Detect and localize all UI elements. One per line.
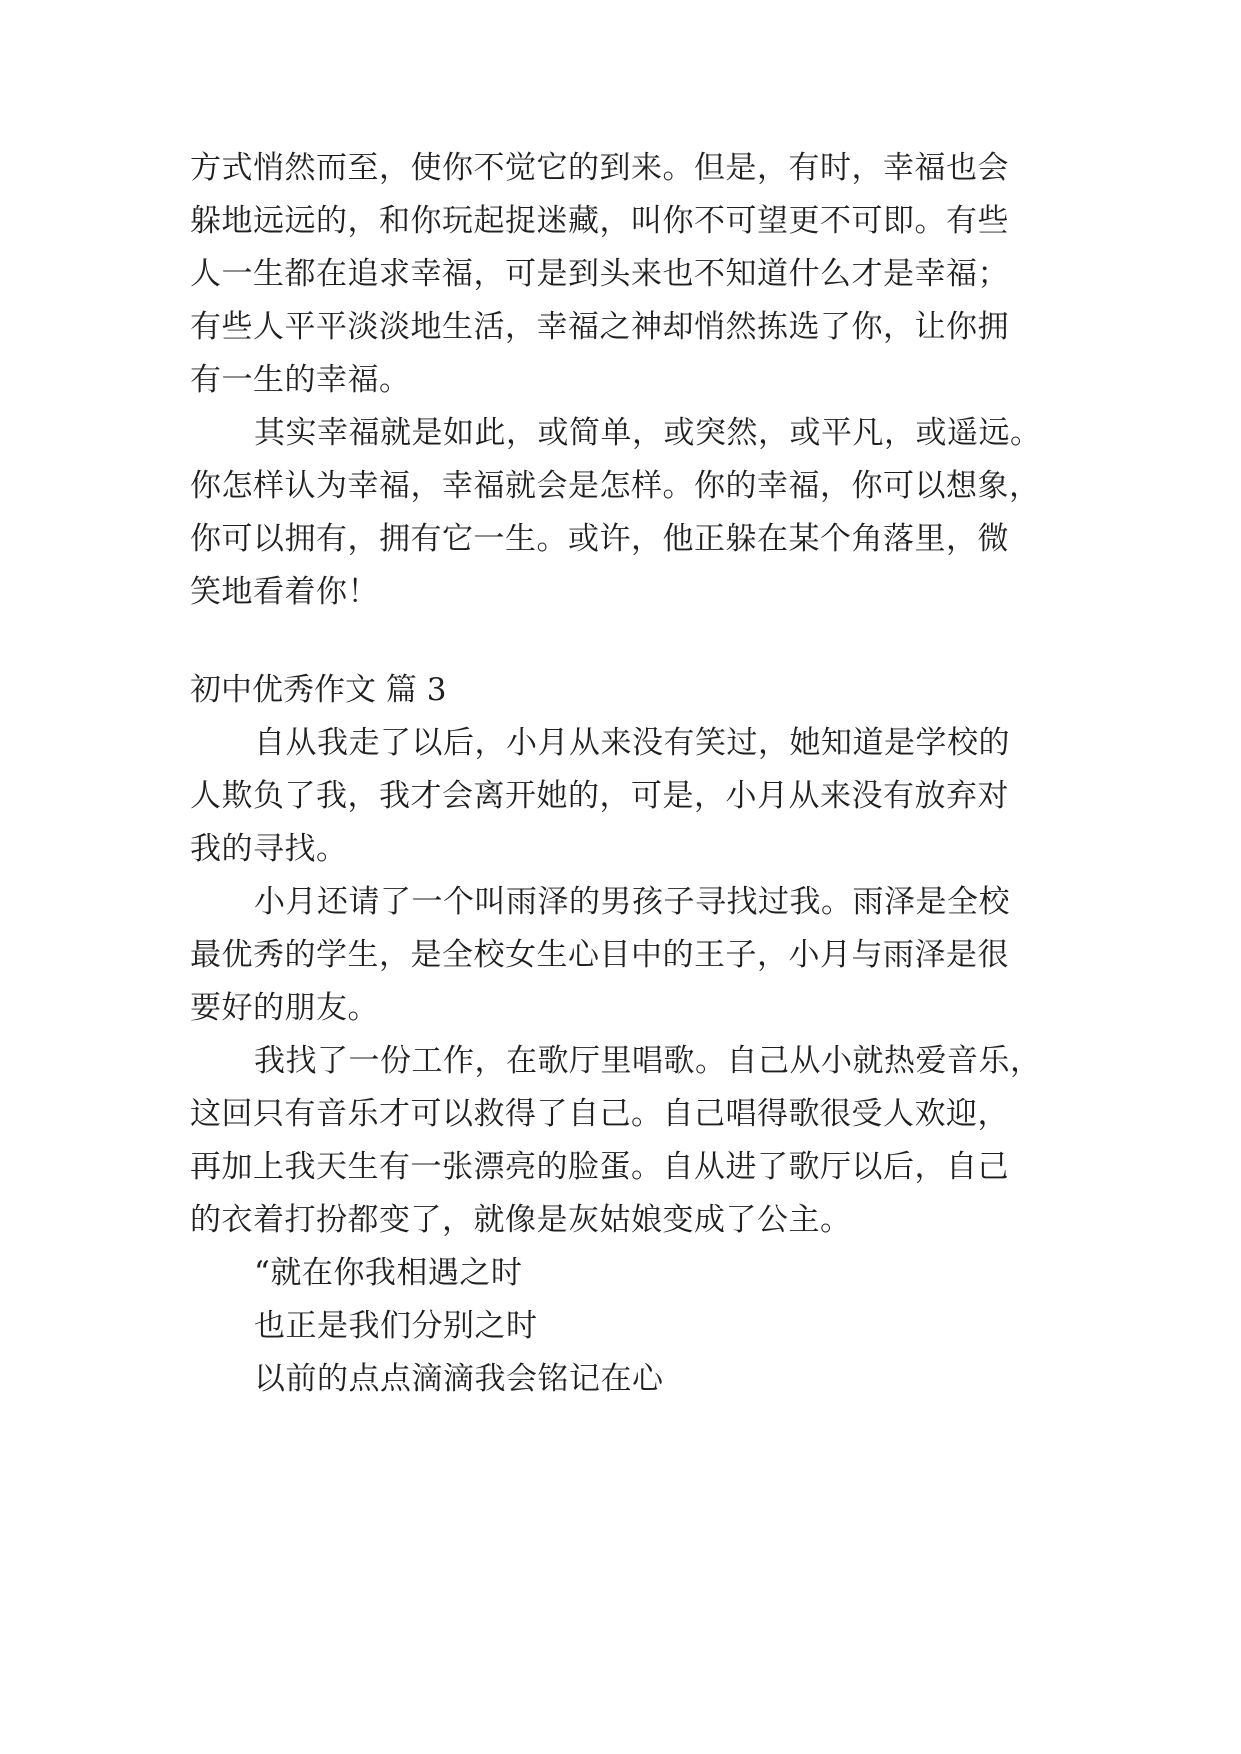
paragraph-line: 有一生的幸福。 (190, 362, 411, 398)
verse-line: 也正是我们分别之时 (254, 1308, 538, 1344)
paragraph-line: 我找了一份工作，在歌厅里唱歌。自己从小就热爱音乐， (254, 1043, 1042, 1079)
paragraph-line: 躲地远远的，和你玩起捉迷藏，叫你不可望更不可即。有些 (190, 203, 1009, 239)
paragraph-line: 自从我走了以后，小月从来没有笑过，她知道是学校的 (254, 725, 1010, 761)
paragraph-line: 笑地看着你！ (190, 574, 379, 610)
verse-line: 以前的点点滴滴我会铭记在心 (254, 1361, 664, 1397)
paragraph-line: 方式悄然而至，使你不觉它的到来。但是，有时，幸福也会 (190, 150, 1009, 186)
paragraph-line: 的衣着打扮都变了，就像是灰姑娘变成了公主。 (190, 1202, 852, 1238)
paragraph-line: 小月还请了一个叫雨泽的男孩子寻找过我。雨泽是全校 (254, 884, 1010, 920)
section-heading: 初中优秀作文 篇 3 (190, 672, 447, 708)
paragraph-line: 你可以拥有，拥有它一生。或许，他正躲在某个角落里，微 (190, 521, 1009, 557)
paragraph-line: 这回只有音乐才可以救得了自己。自己唱得歌很受人欢迎， (190, 1096, 1009, 1132)
paragraph-line: 你怎样认为幸福，幸福就会是怎样。你的幸福，你可以想象， (190, 468, 1041, 504)
paragraph-line: 其实幸福就是如此，或简单，或突然，或平凡，或遥远。 (254, 415, 1042, 451)
paragraph-line: 再加上我天生有一张漂亮的脸蛋。自从进了歌厅以后，自己 (190, 1149, 1009, 1185)
paragraph-line: 人欺负了我，我才会离开她的，可是，小月从来没有放弃对 (190, 778, 1009, 814)
paragraph-line: 我的寻找。 (190, 831, 348, 867)
paragraph-line: 要好的朋友。 (190, 990, 379, 1026)
paragraph-line: 有些人平平淡淡地生活，幸福之神却悄然拣选了你，让你拥 (190, 309, 1009, 345)
verse-line: “就在你我相遇之时 (254, 1255, 523, 1291)
paragraph-line: 最优秀的学生，是全校女生心目中的王子，小月与雨泽是很 (190, 937, 1009, 973)
paragraph-line: 人一生都在追求幸福，可是到头来也不知道什么才是幸福； (190, 256, 1009, 292)
